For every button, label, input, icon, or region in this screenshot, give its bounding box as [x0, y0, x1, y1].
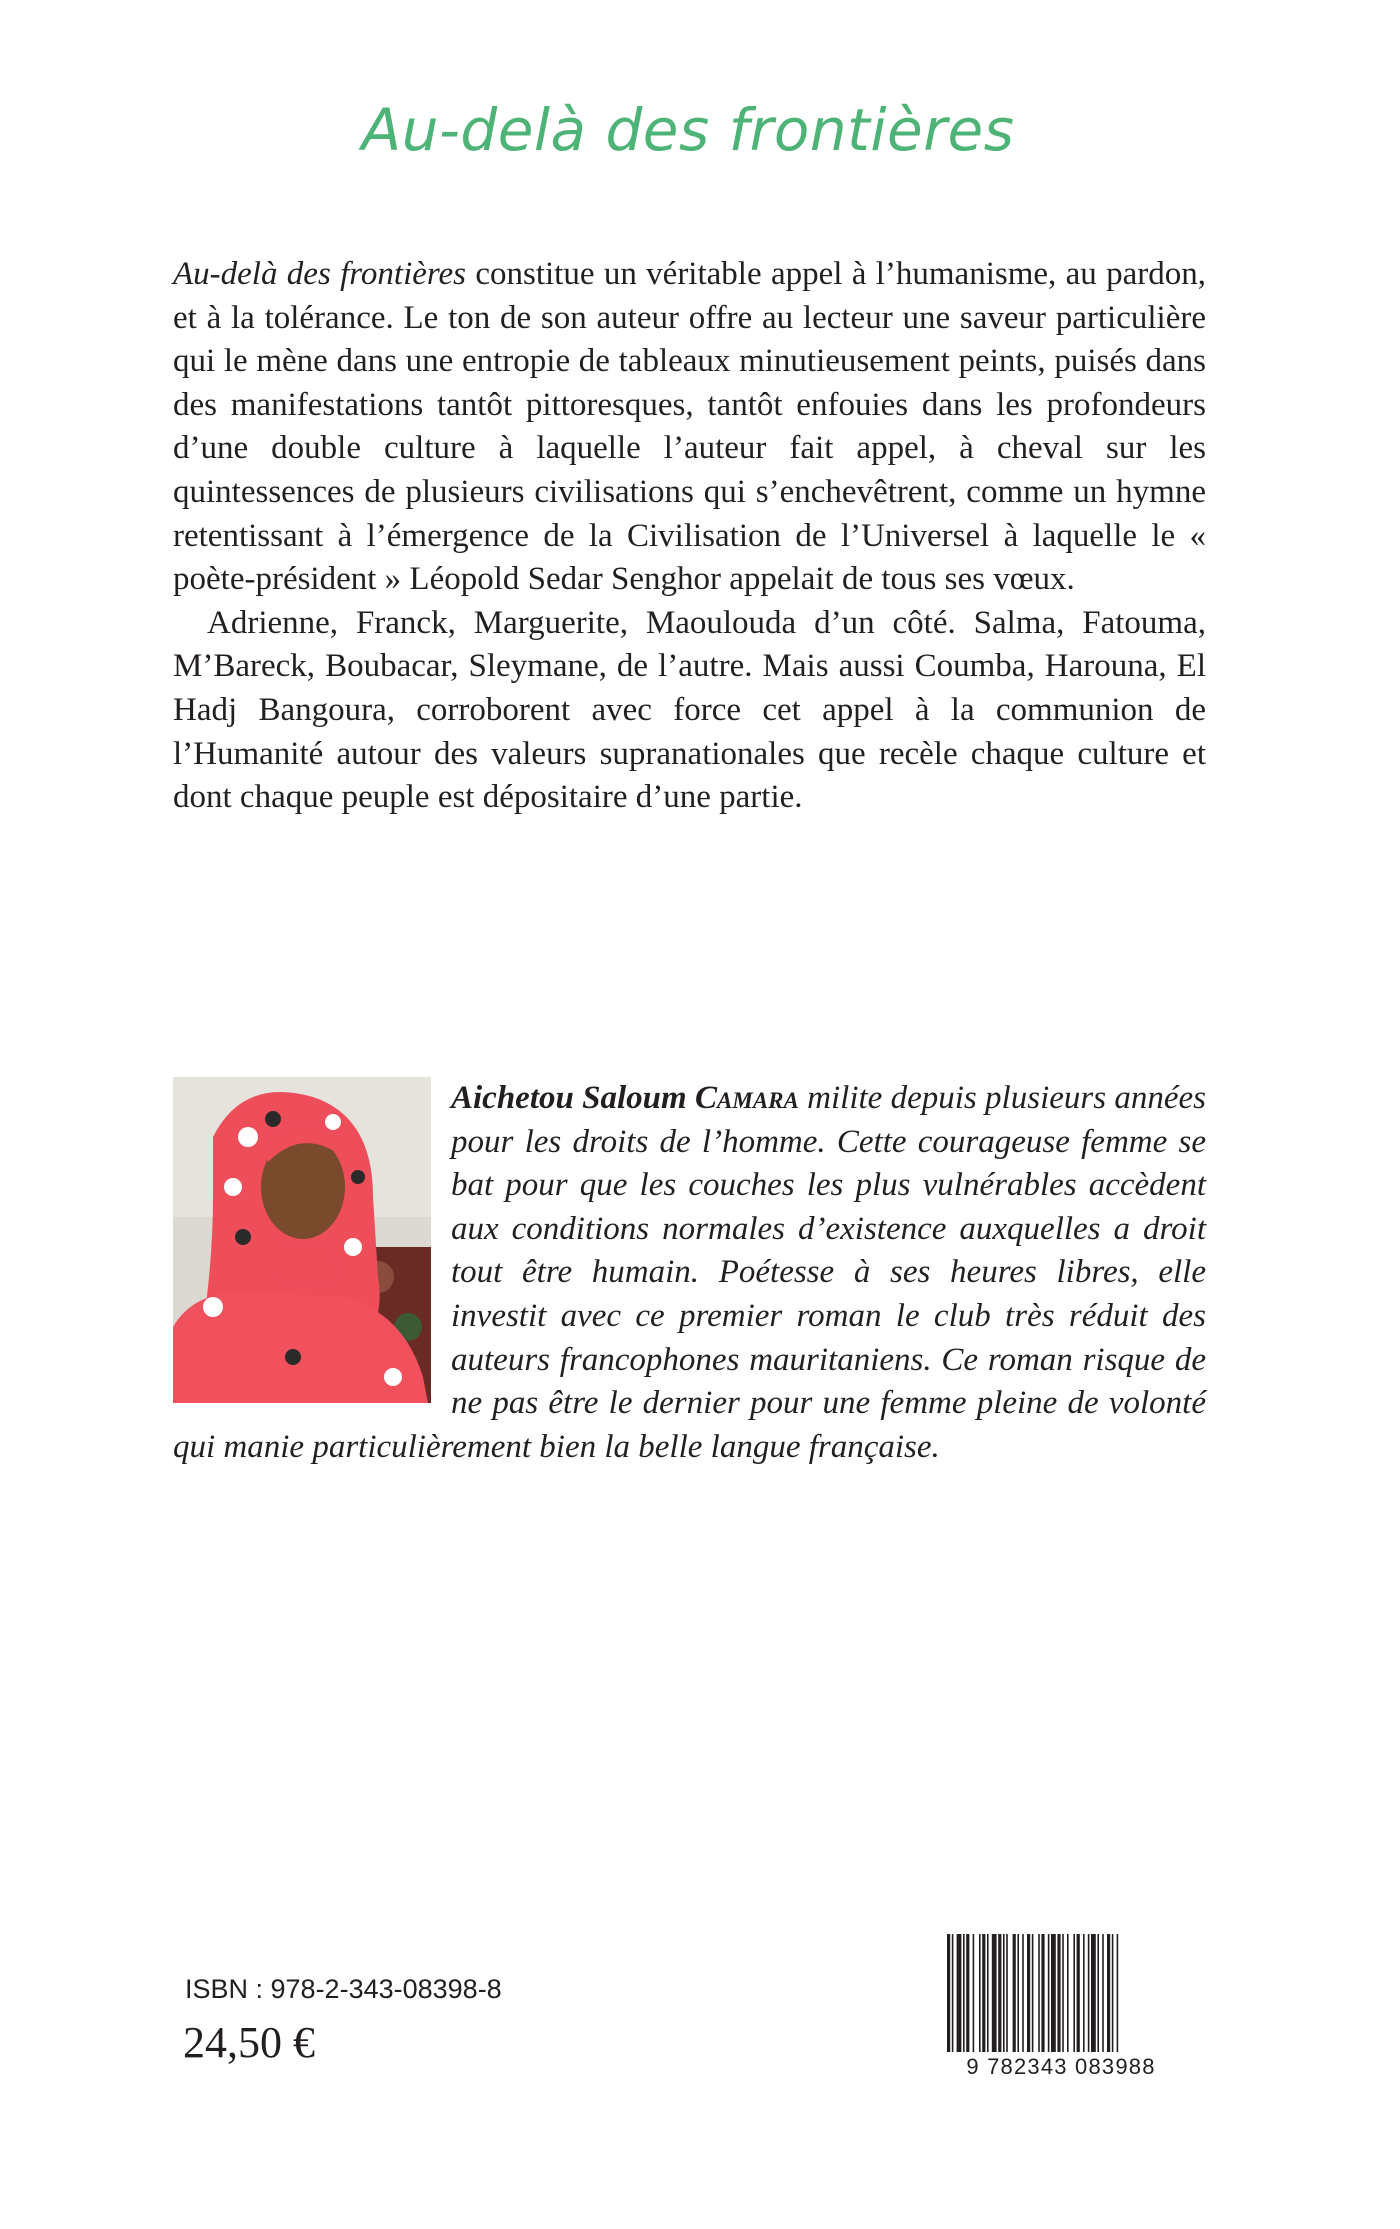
barcode-bar — [1006, 1934, 1008, 2052]
book-title: Au-delà des frontières — [361, 96, 1015, 164]
barcode-bar — [1048, 1934, 1050, 2052]
barcode-bar — [1062, 1934, 1064, 2052]
blurb-title-reference: Au-delà des frontières — [173, 256, 467, 292]
barcode-bar — [1088, 1934, 1090, 2052]
author-portrait-image — [173, 1077, 431, 1403]
barcode-bar — [952, 1934, 954, 2052]
barcode-bar — [957, 1934, 962, 2052]
book-blurb — [173, 253, 1206, 820]
barcode-bar — [1057, 1934, 1060, 2052]
author-surname: Camara — [695, 1080, 799, 1116]
barcode-bar — [1091, 1934, 1096, 2052]
barcode-bar — [1032, 1934, 1034, 2052]
barcode-bar — [979, 1934, 981, 2052]
barcode-bars — [935, 1934, 1187, 2080]
barcode-bar — [1102, 1934, 1104, 2052]
barcode-bar — [1038, 1934, 1040, 2052]
author-photo — [173, 1077, 431, 1403]
barcode-bar — [1022, 1934, 1024, 2052]
barcode-digits: 9 782343 083988 — [966, 2054, 1156, 2079]
barcode-bar — [987, 1934, 989, 2052]
barcode-bar — [1077, 1934, 1080, 2052]
barcode-bar — [1073, 1934, 1075, 2052]
barcode-bar — [982, 1934, 985, 2052]
barcode-bar — [1112, 1934, 1114, 2052]
isbn-label: ISBN : 978-2-343-08398-8 — [185, 1974, 502, 2004]
author-bio-text: milite depuis plusieurs années pour les droits de l’homme. Cette courageuse femme se bat pour que les couches les plus vulnérables accèdent aux conditions normales d’existence auxquelles a droit tout être humain. Poétesse à ses heures libres, elle investit avec ce premier roman le club très réduit des auteurs francophones mauritaniens. Ce roman risque de ne pas être le dernier pour une femme pleine de volonté qui manie particulièrement bien la belle langue française. — [173, 1080, 1207, 1465]
barcode-bar — [1107, 1934, 1110, 2052]
author-bio — [173, 1077, 1206, 1469]
barcode-bar — [992, 1934, 997, 2052]
barcode-bar — [966, 1934, 969, 2052]
barcode-bar — [1083, 1934, 1085, 2052]
barcode — [935, 1934, 1187, 2080]
barcode-bar — [963, 1934, 965, 2052]
price-label: 24,50 € — [183, 2018, 315, 2067]
blurb-paragraph-1 — [173, 253, 1206, 602]
author-first-name: Aichetou Saloum — [451, 1080, 687, 1116]
barcode-bar — [1017, 1934, 1019, 2052]
barcode-bar — [1041, 1934, 1044, 2052]
barcode-bar — [1013, 1934, 1016, 2052]
barcode-bar — [1003, 1934, 1005, 2052]
blurb-paragraph-1-text: constitue un véritable appel à l’humanisme, au pardon, et à la tolérance. Le ton de son auteur offre au lecteur une saveur particulière qui le mène dans une entropie de tableaux minutieusement peints, puisés dans des manifestations tantôt pittoresques, tantôt enfouies dans les profondeurs d’une double culture à laquelle l’auteur fait appel, à cheval sur les quintessences de plusieurs civilisations qui s’enchevêtrent, comme un hymne retentissant à l’émergence de la Civilisation de l’Universel à laquelle le « poète-président » Léopold Sedar Senghor appelait de tous ses vœux. — [173, 256, 1206, 598]
barcode-bar — [947, 1934, 950, 2052]
blurb-paragraph-2: Adrienne, Franck, Marguerite, Maoulouda d’un côté. Salma, Fatouma, M’Bareck, Boubacar, Sleymane, de l’autre. Mais aussi Coumba, Harouna, El Hadj Bangoura, corroborent avec force cet appel à la communion de l’Humanité autour des valeurs supranationales que recèle chaque culture et dont chaque peuple est dépositaire d’une partie. — [173, 604, 1206, 816]
barcode-bar — [1051, 1934, 1056, 2052]
barcode-bar — [1067, 1934, 1069, 2052]
barcode-bar — [973, 1934, 975, 2052]
barcode-bar — [998, 1934, 1001, 2052]
barcode-bar — [1097, 1934, 1099, 2052]
barcode-bar — [1117, 1934, 1119, 2052]
barcode-bar — [1027, 1934, 1030, 2052]
